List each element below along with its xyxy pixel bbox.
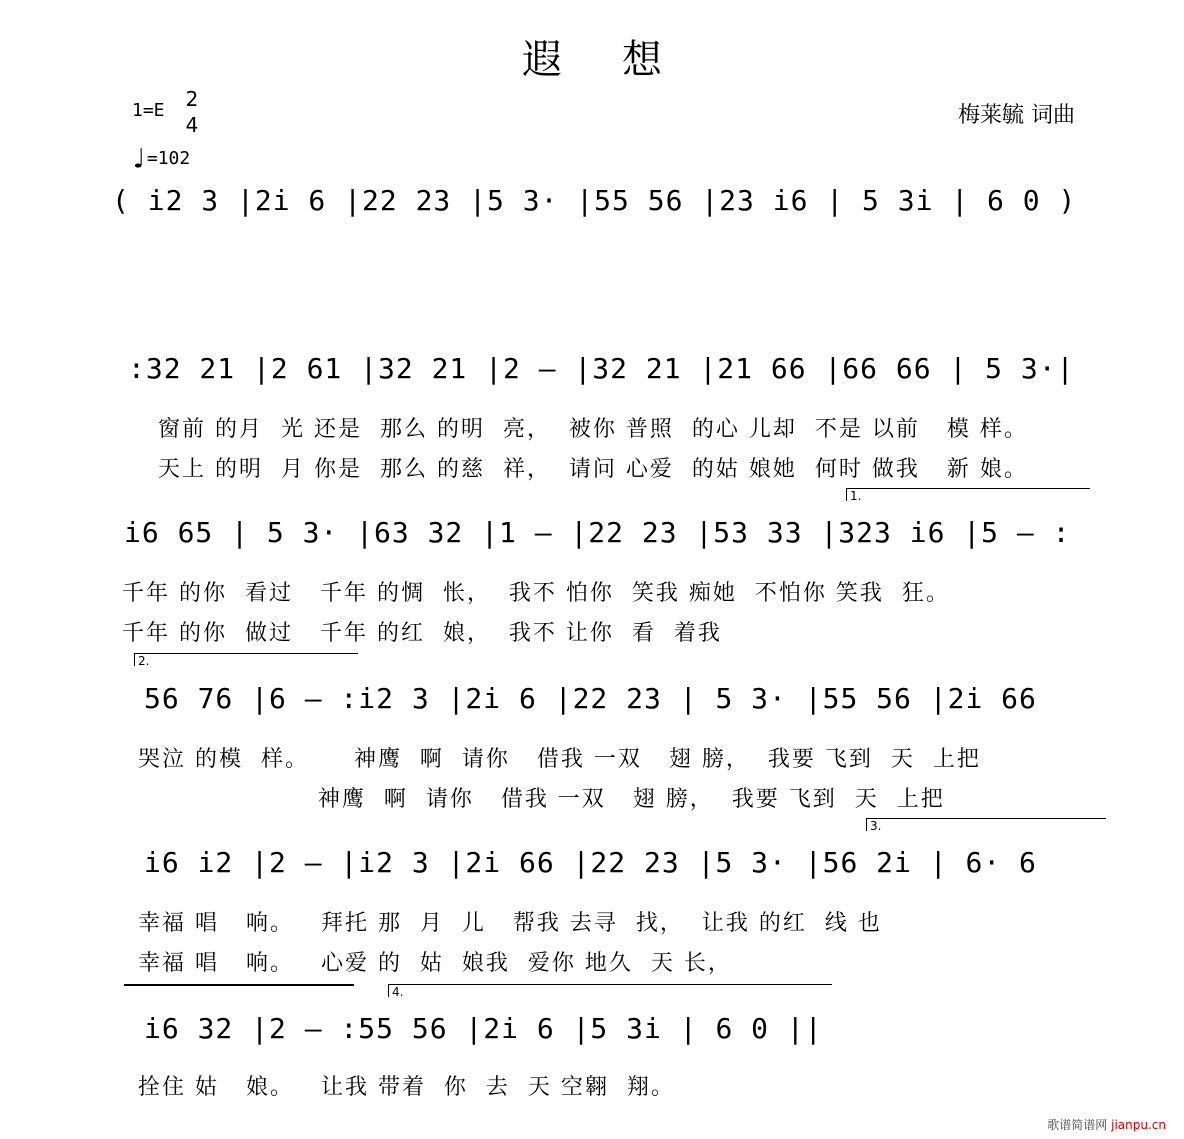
- lyric-row-5-verse-1: 拴住 姑 娘。 让我 带着 你 去 天 空翱 翔。: [138, 1075, 675, 1100]
- watermark-url: jianpu.cn: [1111, 1118, 1166, 1132]
- notation-row-5: i6 32 |2 – :55 56 |2i 6 |5 3i | 6 0 ||: [144, 1012, 823, 1045]
- time-bottom: 4: [185, 113, 199, 137]
- lyric-row-1-verse-1: 窗前 的月 光 还是 那么 的明 亮， 被你 普照 的心 儿却 不是 以前 模 样。: [158, 417, 1028, 442]
- ending-bracket-4: 4.: [388, 984, 832, 997]
- lyric-row-4-verse-2: 幸福 唱 响。 心爱 的 姑 娘我 爱你 地久 天 长，: [138, 951, 732, 976]
- lyric-row-2-verse-2: 千年 的你 做过 千年 的红 娘， 我不 让你 看 着我: [122, 621, 722, 646]
- notation-row-3: 56 76 |6 – :i2 3 |2i 6 |22 23 | 5 3· |55 56 |2i 66: [144, 682, 1037, 715]
- time-top: 2: [185, 87, 199, 111]
- time-signature: [180, 86, 204, 138]
- notation-row-2: i6 65 | 5 3· |63 32 |1 – |22 23 |53 33 |323 i6 |5 – :: [124, 516, 1071, 549]
- watermark-name: 歌谱简谱网: [1047, 1118, 1108, 1132]
- lyric-row-2-verse-1: 千年 的你 看过 千年 的惆 怅， 我不 怕你 笑我 痴她 不怕你 笑我 狂。: [122, 581, 950, 606]
- tempo-marking: [130, 138, 191, 175]
- lyric-row-1-verse-2: 天上 的明 月 你是 那么 的慈 祥， 请问 心爱 的姑 娘她 何时 做我 新 娘。: [158, 457, 1028, 482]
- song-title: 遐想: [522, 37, 722, 83]
- site-watermark: [1047, 1116, 1166, 1133]
- lyric-row-3-verse-1: 哭泣 的模 样。 神鹰 啊 请你 借我 一双 翅 膀， 我要 飞到 天 上把: [138, 747, 981, 772]
- quarter-note-icon: ♩: [130, 142, 147, 175]
- composer-credit: 梅莱毓 词曲: [958, 103, 1075, 128]
- ending-line-left: [124, 984, 354, 986]
- key-signature: 1=E: [132, 100, 165, 121]
- notation-row-4: i6 i2 |2 – |i2 3 |2i 66 |22 23 |5 3· |56 2i | 6· 6: [144, 846, 1037, 879]
- notation-row-intro: ( i2 3 |2i 6 |22 23 |5 3· |55 56 |23 i6 | 5 3i | 6 0 ): [112, 184, 1077, 217]
- notation-row-1: :32 21 |2 61 |32 21 |2 – |32 21 |21 66 |66 66 | 5 3·|: [128, 352, 1075, 385]
- ending-bracket-1: 1.: [846, 488, 1090, 501]
- tempo-value: =102: [146, 148, 191, 169]
- lyric-row-3-verse-2: 神鹰 啊 请你 借我 一双 翅 膀， 我要 飞到 天 上把: [138, 787, 945, 812]
- ending-bracket-3: 3.: [866, 818, 1106, 831]
- ending-bracket-2: 2.: [134, 653, 358, 666]
- lyric-row-4-verse-1: 幸福 唱 响。 拜托 那 月 儿 帮我 去寻 找， 让我 的红 线 也: [138, 911, 882, 936]
